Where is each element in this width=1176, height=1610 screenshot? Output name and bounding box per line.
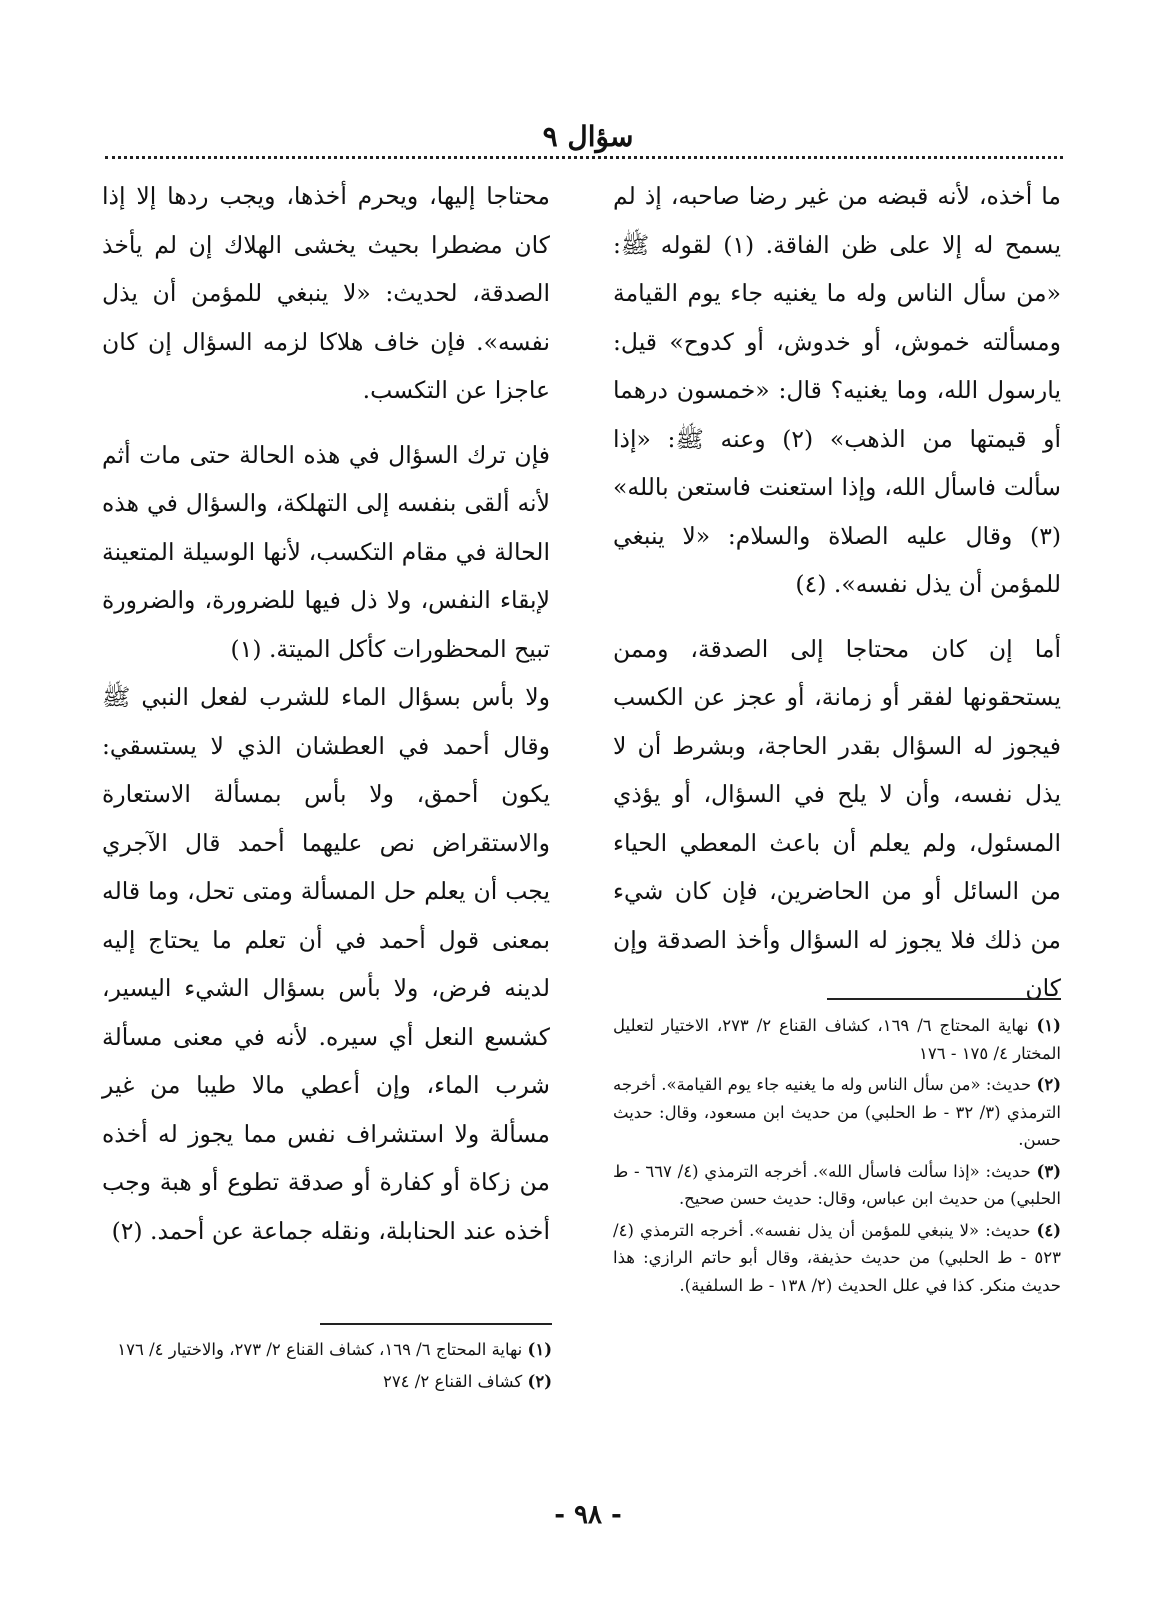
footnote-item <box>613 1158 1061 1213</box>
footnote-item <box>102 1368 552 1396</box>
right-column <box>613 172 1061 1013</box>
footnote-text: حديث: «إذا سألت فاسأل الله». أخرجه الترمذي (٤/ ٦٦٧ - ط الحلبي) من حديث ابن عباس، وقال: حديث حسن صحيح. <box>613 1161 1061 1208</box>
footnote-text: نهاية المحتاج ٦/ ١٦٩، كشاف القناع ٢/ ٢٧٣، الاختيار لتعليل المختار ٤/ ١٧٥ - ١٧٦ <box>613 1016 1061 1063</box>
footnote-number: (٤) <box>1036 1220 1062 1240</box>
footnote-number: (٢) <box>1036 1075 1061 1094</box>
footnote-item <box>102 1336 552 1364</box>
footnote-item <box>613 1071 1061 1154</box>
footnotes-right <box>613 1012 1061 1303</box>
footnote-number: (١) <box>1036 1016 1061 1035</box>
page-number: - ٩٨ - <box>554 1500 622 1530</box>
page-header-title: سؤال ٩ <box>542 120 634 153</box>
footnote-item <box>613 1012 1061 1067</box>
footnote-item <box>613 1217 1061 1300</box>
footnote-number: (٢) <box>527 1371 552 1391</box>
footnote-text: كشاف القناع ٢/ ٢٧٤ <box>382 1371 523 1391</box>
footnote-number: (٣) <box>1036 1161 1061 1181</box>
left-paragraph-1: محتاجا إليها، ويحرم أخذها، ويجب ردها إلا إذا كان مضطرا بحيث يخشى الهلاك إن لم يأخذ الصدقة، لحديث: «لا ينبغي للمؤمن أن يذل نفسه». فإن خاف هلاكا لزمه السؤال إن كان عاجزا عن التكسب. <box>102 182 550 404</box>
header-dotted-rule <box>105 156 1063 159</box>
left-paragraph-2: فإن ترك السؤال في هذه الحالة حتى مات أثم لأنه ألقى بنفسه إلى التهلكة، والسؤال في هذه الحالة في مقام التكسب، لأنها الوسيلة المتعينة لإبقاء النفس، ولا ذل فيها للضرورة، والضرورة تبيح المحظورات كأكل الميتة. (١) <box>102 440 550 663</box>
footnote-separator-right <box>827 998 1061 1000</box>
left-paragraph-3: ولا بأس بسؤال الماء للشرب لفعل النبي ﷺ وقال أحمد في العطشان الذي لا يستسقي: يكون أحمق، ولا بأس بمسألة الاستعارة والاستقراض نص عليهما أحمد قال الآجري يجب أن يعلم حل المسألة ومتى تحل، وما قاله بمعنى قول أحمد في أن تعلم ما يحتاج إليه لدينه فرض، ولا بأس بسؤال الشيء اليسير، كشسع النعل أي سيره. لأنه في معنى مسألة شرب الماء، وإن أعطي مالا طيبا من غير مسألة ولا استشراف نفس مما يجوز له أخذه من زكاة أو كفارة أو صدقة تطوع أو هبة وجب أخذه عند الحنابلة، ونقله جماعة عن أحمد. (٢) <box>102 683 550 1245</box>
footnote-number: (١) <box>527 1340 552 1359</box>
footnote-text: حديث: «من سأل الناس وله ما يغنيه جاء يوم القيامة». أخرجه الترمذي (٣/ ٣٢ - ط الحلبي) من حديث ابن مسعود، وقال: حديث حسن. <box>613 1075 1061 1149</box>
footnote-separator-left <box>320 1323 552 1325</box>
footnote-text: نهاية المحتاج ٦/ ١٦٩، كشاف القناع ٢/ ٢٧٣، والاختيار ٤/ ١٧٦ <box>117 1340 523 1359</box>
right-paragraph-1: ما أخذه، لأنه قبضه من غير رضا صاحبه، إذ لم يسمح له إلا على ظن الفاقة. (١) لقوله ﷺ: «من سأل الناس وله ما يغنيه جاء يوم القيامة ومسألته خموش، أو خدوش، أو كدوح» قيل: يارسول الله، وما يغنيه؟ قال: «خمسون درهما أو قيمتها من الذهب» (٢) وعنه ﷺ: «إذا سألت فاسأل الله، وإذا استعنت فاستعن بالله» (٣) وقال عليه الصلاة والسلام: «لا ينبغي للمؤمن أن يذل نفسه». (٤) <box>613 182 1061 598</box>
left-column <box>102 172 550 1255</box>
right-paragraph-2: أما إن كان محتاجا إلى الصدقة، وممن يستحقونها لفقر أو زمانة، أو عجز عن الكسب فيجوز له السؤال بقدر الحاجة، وبشرط أن لا يذل نفسه، وأن لا يلح في السؤال، أو يؤذي المسئول، ولم يعلم أن باعث المعطي الحياء من السائل أو من الحاضرين، فإن كان شيء من ذلك فلا يجوز له السؤال وأخذ الصدقة وإن كان <box>613 634 1061 1002</box>
footnote-text: حديث: «لا ينبغي للمؤمن أن يذل نفسه». أخرجه الترمذي (٤/ ٥٢٣ - ط الحلبي) من حديث حذيفة، وقال أبو حاتم الرازي: هذا حديث منكر. كذا في علل الحديث (٢/ ١٣٨ - ط السلفية). <box>613 1220 1061 1295</box>
footnotes-left <box>102 1336 552 1399</box>
